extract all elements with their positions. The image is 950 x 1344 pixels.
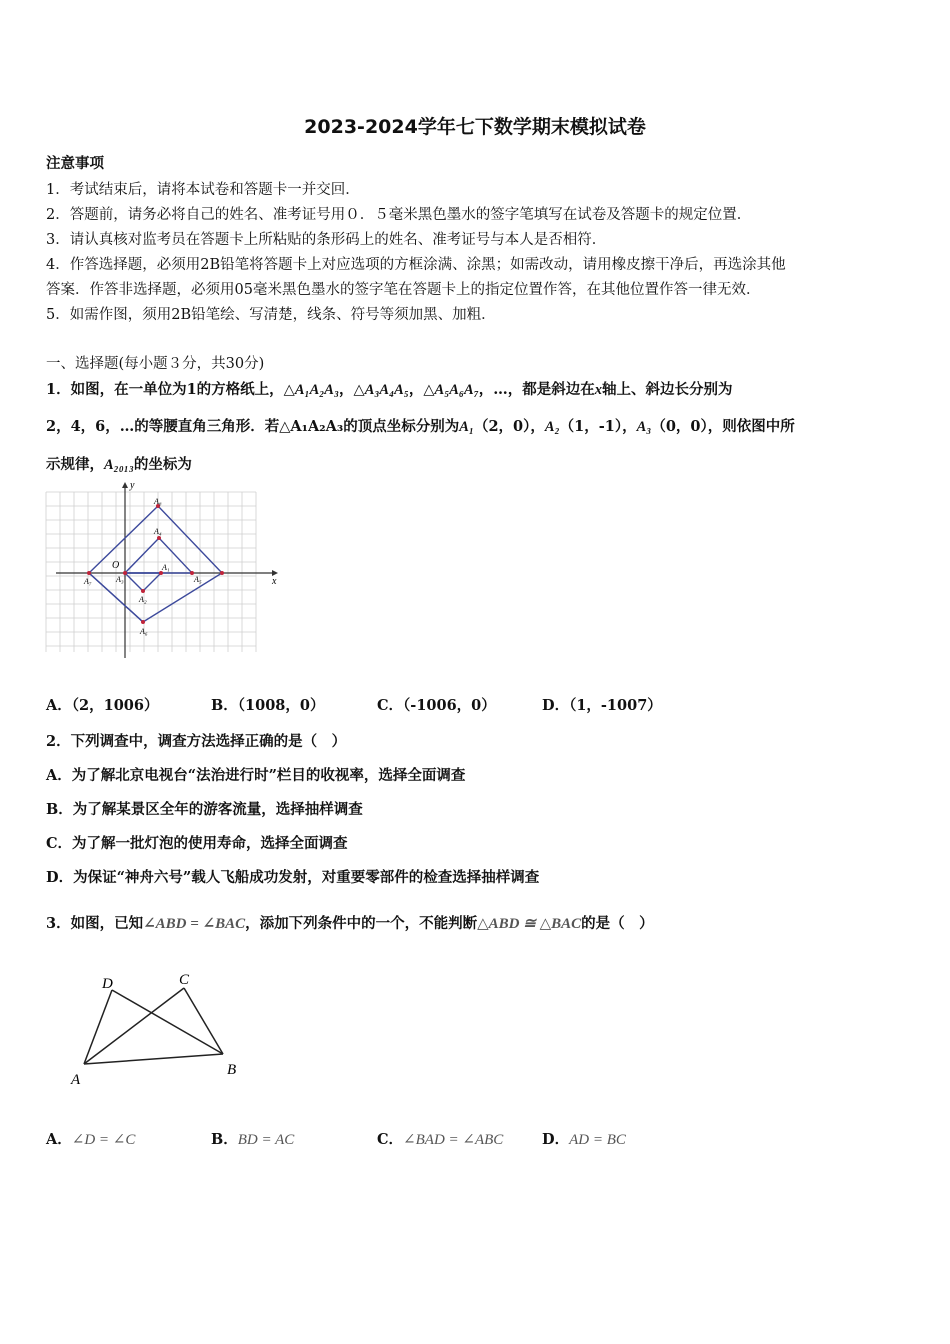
- notice-item: 答案．作答非选择题，必须用05毫米黑色墨水的签字笔在答题卡上的指定位置作答，在其他位置作答一律无效．: [46, 282, 761, 298]
- q1-option-b[interactable]: B．（1008，0）: [211, 697, 325, 714]
- q1-option-c[interactable]: C．（-1006，0）: [377, 697, 496, 714]
- label-y: y: [130, 480, 135, 491]
- q2-option-c[interactable]: C．为了解一批灯泡的使用寿命，选择全面调查: [46, 835, 348, 852]
- q1-stem-line2: 2，4，6，…的等腰直角三角形．若△A₁A₂A₃的顶点坐标分别为A₁（2，0），A₂（1，-1），A₃（0，0），则依图中所: [46, 418, 795, 435]
- q3-option-a[interactable]: A．∠D = ∠C: [46, 1131, 136, 1148]
- q2-option-a[interactable]: A．为了解北京电视台“法治进行时”栏目的收视率，选择全面调查: [46, 767, 466, 784]
- notice-item: 3．请认真核对监考员在答题卡上所粘贴的条形码上的姓名、准考证号与本人是否相符．: [46, 232, 607, 248]
- q2-option-d[interactable]: D．为保证“神舟六号”载人飞船成功发射，对重要零部件的检查选择抽样调查: [46, 869, 540, 886]
- q1-option-a[interactable]: A．（2，1006）: [46, 697, 159, 714]
- notice-item: 5．如需作图，须用2B铅笔绘、写清楚，线条、符号等须加黑、加粗．: [46, 307, 496, 323]
- notice-item: 4．作答选择题，必须用2B铅笔将答题卡上对应选项的方框涂满、涂黑；如需改动，请用橡皮擦干净后，再选涂其他: [46, 257, 786, 273]
- page-title: 2023-2024学年七下数学期末模拟试卷: [304, 116, 646, 138]
- notice-heading: 注意事项: [46, 155, 104, 172]
- label-a: A: [71, 1072, 81, 1088]
- label-a7: A₇: [84, 577, 92, 586]
- q3-option-d[interactable]: D．AD = BC: [542, 1131, 626, 1148]
- label-a4: A₄: [154, 527, 162, 536]
- label-d: D: [102, 976, 113, 992]
- notice-item: 1．考试结束后，请将本试卷和答题卡一并交回．: [46, 182, 360, 198]
- label-a6: A₆: [140, 627, 148, 636]
- vertex-points: [87, 504, 224, 624]
- label-a1: A₁: [162, 563, 170, 572]
- q3-conclusion-formula: △ABD ≅ △BAC: [477, 916, 582, 932]
- notice-item: 2．答题前，请务必将自己的姓名、准考证号用０．５毫米黑色墨水的签字笔填写在试卷及答题卡的规定位置．: [46, 207, 752, 223]
- label-a2: A₂: [139, 595, 147, 604]
- q3-option-c[interactable]: C．∠BAD = ∠ABC: [377, 1131, 504, 1148]
- y-axis-arrow: [122, 482, 128, 488]
- q3-figure: [66, 966, 256, 1092]
- label-origin: O: [112, 560, 120, 571]
- grid-lines: [46, 492, 256, 652]
- label-b: B: [227, 1062, 237, 1078]
- q2-option-b[interactable]: B．为了解某景区全年的游客流量，选择抽样调查: [46, 801, 363, 818]
- label-a5: A₅: [194, 575, 202, 584]
- q2-stem: 2．下列调查中，调查方法选择正确的是（ ）: [46, 733, 347, 750]
- q3-option-b[interactable]: B．BD = AC: [211, 1131, 295, 1148]
- q1-grid-figure: [44, 480, 284, 662]
- section-heading: 一、选择题(每小题３分，共30分): [46, 356, 265, 372]
- label-a3: A₃: [116, 575, 124, 584]
- label-a8: A₈: [154, 497, 162, 506]
- triangle-chain: [89, 506, 222, 622]
- label-x: x: [272, 576, 277, 587]
- q3-condition-formula: ∠ABD = ∠BAC: [143, 916, 246, 932]
- q3-stem: 3．如图，已知∠ABD = ∠BAC，添加下列条件中的一个，不能判断△ABD ≅ △BAC的是（ ）: [46, 915, 654, 932]
- q1-option-d[interactable]: D．（1，-1007）: [542, 697, 662, 714]
- label-c: C: [179, 972, 190, 988]
- q1-stem-line3: 示规律，A₂₀₁₃的坐标为: [46, 456, 192, 473]
- q1-stem-line1: 1．如图，在一单位为1的方格纸上，△A₁A₂A₃，△A₃A₄A₅，△A₅A₆A₇，…，都是斜边在x轴上、斜边长分别为: [46, 381, 733, 398]
